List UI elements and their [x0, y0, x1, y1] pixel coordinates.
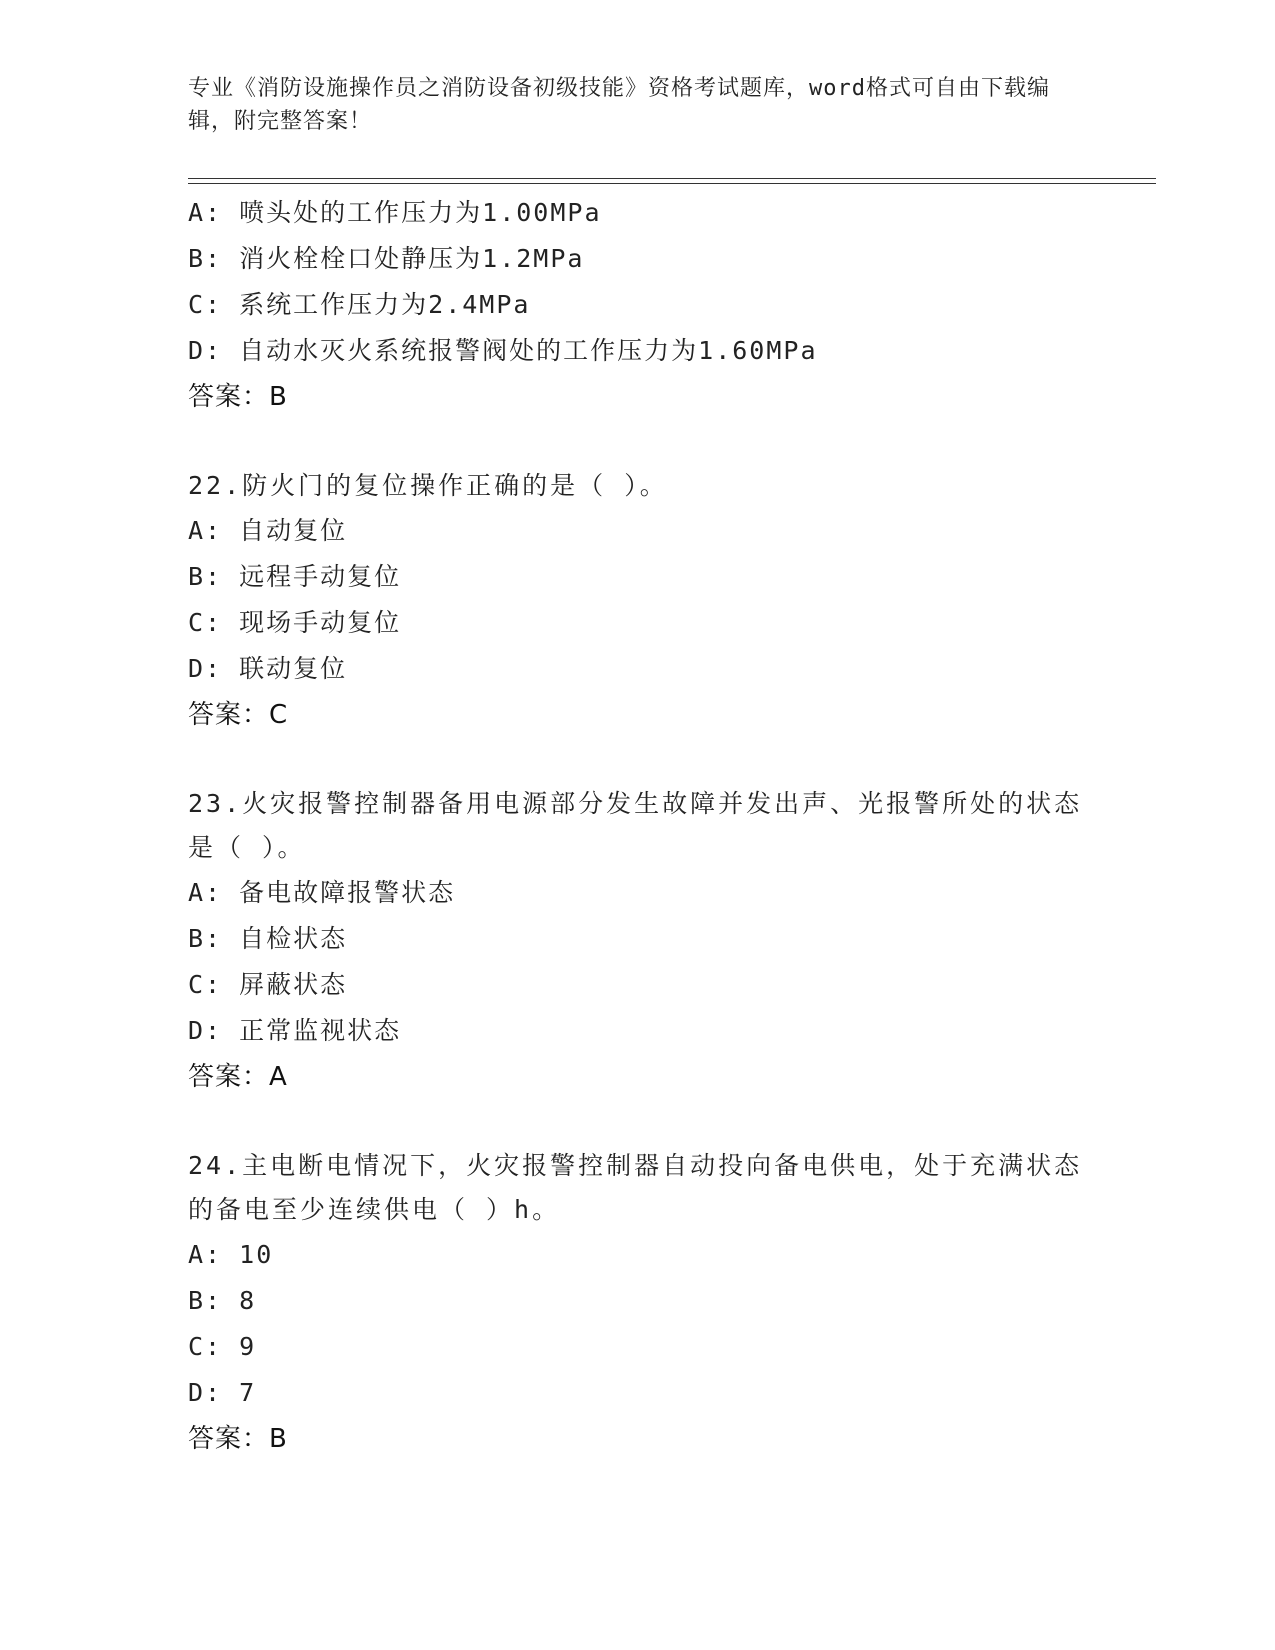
option-a: A: 喷头处的工作压力为1.00MPa: [188, 198, 602, 227]
option-c: C: 9: [188, 1332, 257, 1361]
question-21: [188, 190, 1088, 420]
option-b: B: 远程手动复位: [188, 562, 402, 591]
option-d: D: 7: [188, 1378, 257, 1407]
option-d: D: 联动复位: [188, 654, 348, 683]
option-b: B: 自检状态: [188, 924, 348, 953]
option-d: D: 正常监视状态: [188, 1016, 402, 1045]
header-divider-bottom: [188, 183, 1156, 184]
option-a: A: 自动复位: [188, 516, 348, 545]
question-stem: 24.主电断电情况下，火灾报警控制器自动投向备电供电，处于充满状态的备电至少连续供电（ ）h。: [188, 1151, 1083, 1224]
spacer: [188, 738, 1088, 782]
option-a: A: 备电故障报警状态: [188, 878, 456, 907]
answer: 答案：B: [188, 382, 288, 412]
question-24: [188, 1144, 1088, 1462]
option-c: C: 屏蔽状态: [188, 970, 348, 999]
question-22: [188, 464, 1088, 738]
option-b: B: 消火栓栓口处静压为1.2MPa: [188, 244, 585, 273]
answer: 答案：B: [188, 1424, 288, 1454]
spacer: [188, 420, 1088, 464]
answer: 答案：A: [188, 1062, 288, 1092]
answer: 答案：C: [188, 700, 289, 730]
document-header: 专业《消防设施操作员之消防设备初级技能》资格考试题库，word格式可自由下载编辑，附完整答案！: [188, 76, 1050, 134]
option-b: B: 8: [188, 1286, 257, 1315]
option-a: A: 10: [188, 1240, 274, 1269]
question-list: [188, 190, 1088, 1462]
option-c: C: 现场手动复位: [188, 608, 402, 637]
question-stem: 22.防火门的复位操作正确的是（ ）。: [188, 471, 668, 500]
question-23: [188, 782, 1088, 1100]
spacer: [188, 1100, 1088, 1144]
header-divider-top: [188, 178, 1156, 179]
question-stem: 23.火灾报警控制器备用电源部分发生故障并发出声、光报警所处的状态是（ ）。: [188, 789, 1083, 862]
option-c: C: 系统工作压力为2.4MPa: [188, 290, 531, 319]
option-d: D: 自动水灭火系统报警阀处的工作压力为1.60MPa: [188, 336, 818, 365]
